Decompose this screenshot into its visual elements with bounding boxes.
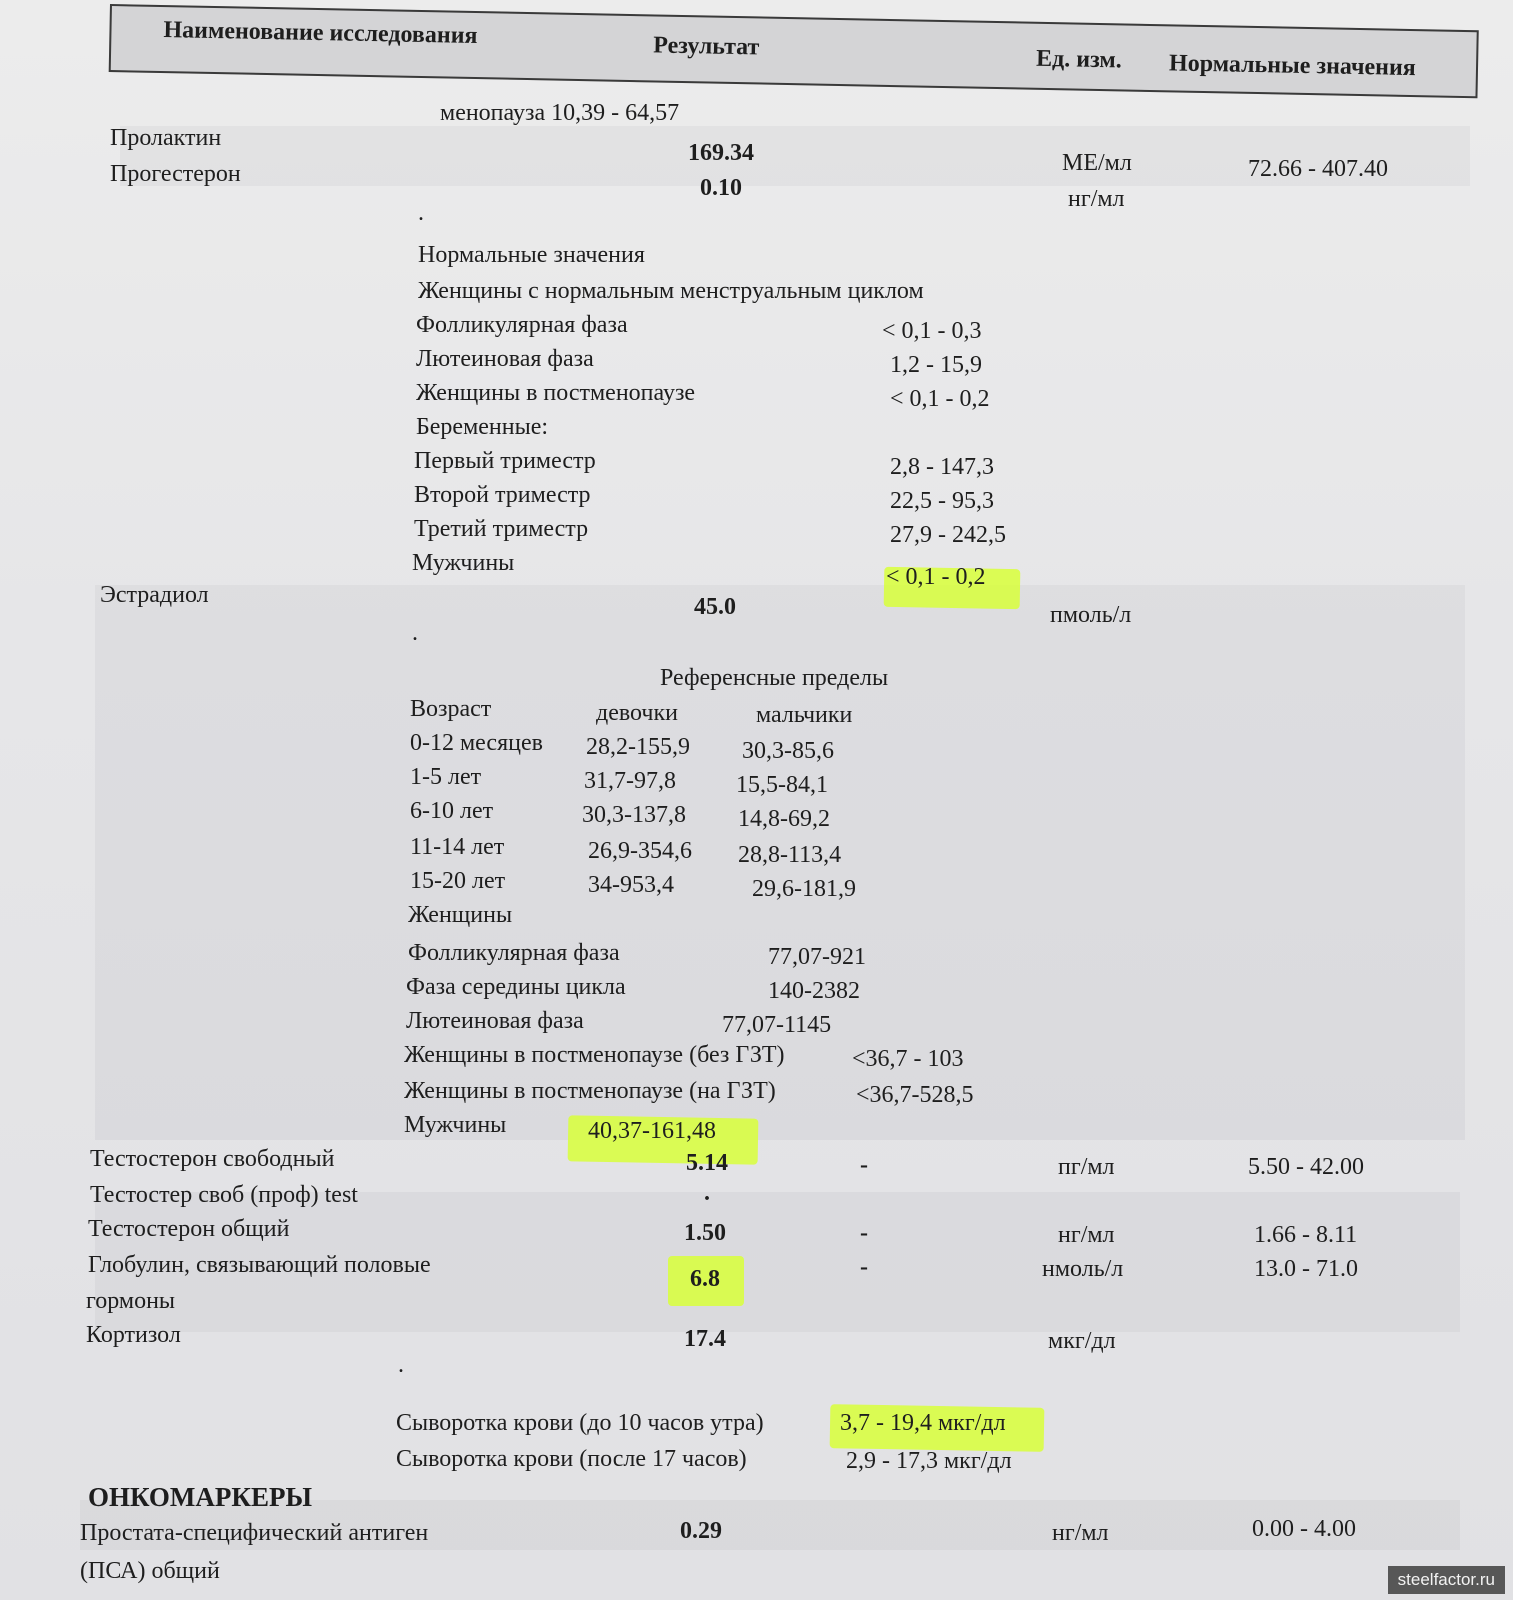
estradiol-girls: 26,9-354,6	[588, 838, 692, 864]
separator-dot: .	[398, 1352, 404, 1378]
watermark: steelfactor.ru	[1388, 1566, 1505, 1594]
cortisol-ref-label: Сыворотка крови (до 10 часов утра)	[396, 1410, 764, 1436]
estradiol-men-value: 40,37-161,48	[588, 1118, 716, 1144]
shbg-flag: -	[860, 1254, 868, 1280]
progesterone-ref-label: Лютеиновая фаза	[416, 346, 594, 372]
estradiol-girls: 34-953,4	[588, 872, 674, 898]
shbg-unit: нмоль/л	[1042, 1256, 1124, 1282]
cortisol-ref-value: 3,7 - 19,4 мкг/дл	[840, 1410, 1006, 1436]
progesterone-ref-value: 22,5 - 95,3	[890, 488, 994, 514]
cortisol-value: 17.4	[684, 1326, 726, 1352]
estradiol-women-value: 140-2382	[768, 978, 860, 1004]
progesterone-ref-label: Первый триместр	[414, 448, 596, 474]
progesterone-value: 0.10	[700, 175, 742, 201]
progesterone-ref-label: Второй триместр	[414, 482, 591, 508]
psa-name: Простата-специфический антиген	[80, 1520, 429, 1546]
psa-value: 0.29	[680, 1518, 722, 1544]
progesterone-ref-value: < 0,1 - 0,3	[882, 318, 982, 344]
section-oncomarkers: ОНКОМАРКЕРЫ	[88, 1482, 312, 1512]
progesterone-ref-label: Женщины в постменопаузе	[416, 380, 696, 406]
progesterone-ref-label: Фолликулярная фаза	[416, 312, 628, 338]
estradiol-women-title: Женщины	[408, 902, 513, 928]
testosterone-total-name: Тестостерон общий	[88, 1216, 290, 1242]
testosterone-free-norm: 5.50 - 42.00	[1248, 1154, 1364, 1180]
table-header	[109, 4, 1479, 98]
estradiol-women-label: Фаза середины цикла	[406, 974, 626, 1000]
estradiol-unit: пмоль/л	[1050, 602, 1132, 628]
estradiol-col-age: Возраст	[410, 696, 492, 722]
progesterone-ref-value: < 0,1 - 0,2	[886, 564, 986, 590]
prolactin-menopause-note: менопауза 10,39 - 64,57	[440, 100, 680, 126]
estradiol-boys: 14,8-69,2	[738, 806, 830, 832]
estradiol-col-boys: мальчики	[756, 702, 853, 728]
estradiol-boys: 30,3-85,6	[742, 738, 834, 764]
header-unit: Ед. изм.	[1035, 45, 1122, 74]
estradiol-age: 15-20 лет	[410, 868, 506, 894]
prolactin-value: 169.34	[688, 140, 754, 166]
progesterone-ref-label: Беременные:	[416, 414, 549, 440]
progesterone-ref-value: 2,8 - 147,3	[890, 454, 994, 480]
testosterone-free-value: 5.14	[686, 1150, 728, 1176]
header-norm: Нормальные значения	[1168, 50, 1417, 82]
shbg-name-cont: гормоны	[86, 1288, 176, 1314]
estradiol-boys: 29,6-181,9	[752, 876, 856, 902]
estradiol-boys: 15,5-84,1	[736, 772, 828, 798]
estradiol-women-value: <36,7-528,5	[856, 1082, 974, 1108]
header-result: Результат	[653, 32, 760, 61]
progesterone-ref-label: Мужчины	[412, 550, 515, 576]
estradiol-girls: 30,3-137,8	[582, 802, 686, 828]
separator-dot: .	[412, 620, 418, 646]
progesterone-ref-label: Третий триместр	[414, 516, 589, 542]
estradiol-women-value: 77,07-1145	[722, 1012, 832, 1038]
cortisol-ref-label: Сыворотка крови (после 17 часов)	[396, 1446, 747, 1472]
estradiol-age: 0-12 месяцев	[410, 730, 543, 756]
estradiol-women-value: <36,7 - 103	[852, 1046, 964, 1072]
estradiol-ref-title: Референсные пределы	[660, 665, 889, 691]
psa-name-cont: (ПСА) общий	[80, 1558, 220, 1584]
testosterone-total-unit: нг/мл	[1058, 1222, 1115, 1248]
testosterone-free-prof-value: .	[704, 1180, 710, 1206]
header-name: Наименование исследования	[163, 17, 478, 50]
progesterone-unit: нг/мл	[1068, 186, 1125, 212]
estradiol-value: 45.0	[694, 594, 736, 620]
estradiol-boys: 28,8-113,4	[738, 842, 842, 868]
testosterone-total-value: 1.50	[684, 1220, 726, 1246]
estradiol-women-label: Женщины в постменопаузе (на ГЗТ)	[404, 1078, 776, 1104]
testosterone-free-name: Тестостерон свободный	[90, 1146, 335, 1172]
prolactin-norm: 72.66 - 407.40	[1248, 156, 1388, 182]
estradiol-women-label: Фолликулярная фаза	[408, 940, 620, 966]
cortisol-ref-value: 2,9 - 17,3 мкг/дл	[846, 1448, 1012, 1474]
cortisol-name: Кортизол	[86, 1322, 181, 1348]
estradiol-women-value: 77,07-921	[768, 944, 866, 970]
estradiol-age: 1-5 лет	[410, 764, 482, 790]
psa-unit: нг/мл	[1052, 1520, 1109, 1546]
estradiol-age: 6-10 лет	[410, 798, 494, 824]
estradiol-col-girls: девочки	[596, 700, 678, 726]
shbg-norm: 13.0 - 71.0	[1254, 1256, 1358, 1282]
progesterone-ref-value: 27,9 - 242,5	[890, 522, 1006, 548]
progesterone-ref-title: Нормальные значения	[418, 242, 645, 268]
shbg-value: 6.8	[690, 1266, 720, 1292]
estradiol-girls: 31,7-97,8	[584, 768, 676, 794]
prolactin-name: Пролактин	[110, 125, 222, 151]
separator-dot: .	[418, 200, 424, 226]
estradiol-women-label: Лютеиновая фаза	[406, 1008, 584, 1034]
testosterone-free-prof-name: Тестостер своб (проф) test	[90, 1182, 358, 1208]
prolactin-unit: МЕ/мл	[1062, 150, 1132, 176]
shbg-name: Глобулин, связывающий половые	[88, 1252, 431, 1278]
estradiol-age: 11-14 лет	[410, 834, 505, 860]
progesterone-name: Прогестерон	[110, 161, 241, 187]
testosterone-total-flag: -	[860, 1220, 868, 1246]
progesterone-ref-value: < 0,1 - 0,2	[890, 386, 990, 412]
cortisol-unit: мкг/дл	[1048, 1328, 1116, 1354]
testosterone-free-flag: -	[860, 1152, 868, 1178]
testosterone-total-norm: 1.66 - 8.11	[1254, 1222, 1358, 1248]
estradiol-girls: 28,2-155,9	[586, 734, 690, 760]
estradiol-women-label: Женщины в постменопаузе (без ГЗТ)	[404, 1042, 785, 1068]
progesterone-ref-value: 1,2 - 15,9	[890, 352, 982, 378]
psa-norm: 0.00 - 4.00	[1252, 1516, 1356, 1542]
estradiol-men-label: Мужчины	[404, 1112, 507, 1138]
testosterone-free-unit: пг/мл	[1058, 1154, 1115, 1180]
progesterone-ref-subtitle: Женщины с нормальным менструальным циклом	[418, 278, 924, 304]
estradiol-name: Эстрадиол	[100, 582, 209, 608]
